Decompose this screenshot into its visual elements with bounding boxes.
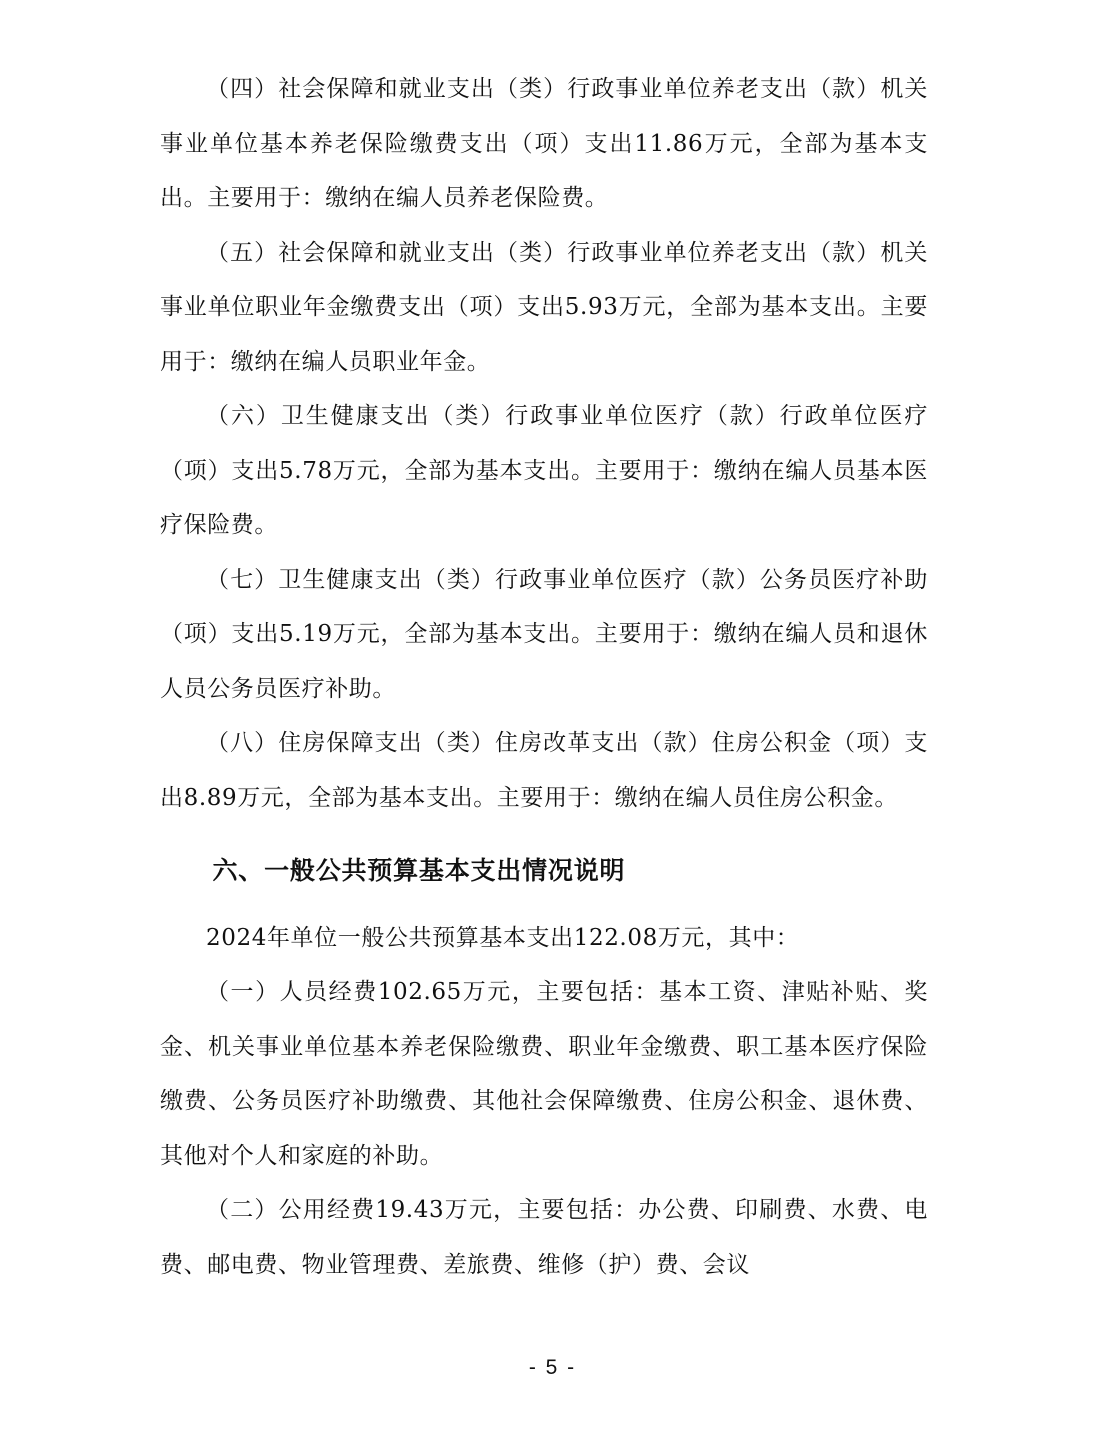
section-heading: 六、一般公共预算基本支出情况说明 (212, 856, 626, 885)
paragraph-occupational-annuity: （五）社会保障和就业支出（类）行政事业单位养老支出（款）机关事业单位职业年金缴费支出（项）支出5.93万元，全部为基本支出。主要用于：缴纳在编人员职业年金。 (160, 239, 928, 375)
paragraph-pension-insurance: （四）社会保障和就业支出（类）行政事业单位养老支出（款）机关事业单位基本养老保险缴费支出（项）支出11.86万元，全部为基本支出。主要用于：缴纳在编人员养老保险费。 (160, 76, 928, 211)
paragraph-medical-insurance: （六）卫生健康支出（类）行政事业单位医疗（款）行政单位医疗（项）支出5.78万元，全部为基本支出。主要用于：缴纳在编人员基本医疗保险费。 (160, 403, 928, 538)
paragraph-civil-servant-medical-subsidy: （七）卫生健康支出（类）行政事业单位医疗（款）公务员医疗补助（项）支出5.19万元，全部为基本支出。主要用于：缴纳在编人员和退休人员公务员医疗补助。 (160, 566, 928, 702)
page-number: - 5 - (528, 1356, 577, 1379)
paragraph-basic-expenditure-total: 2024年单位一般公共预算基本支出122.08万元，其中： (206, 924, 800, 951)
document-page (160, 62, 928, 1292)
paragraph-housing-fund: （八）住房保障支出（类）住房改革支出（款）住房公积金（项）支出8.89万元，全部为基本支出。主要用于：缴纳在编人员住房公积金。 (160, 730, 928, 811)
paragraph-personnel-expenses: （一）人员经费102.65万元，主要包括：基本工资、津贴补贴、奖金、机关事业单位基本养老保险缴费、职业年金缴费、职工基本医疗保险缴费、公务员医疗补助缴费、其他社会保障缴费、住房公积金、退休费、其他对个人和家庭的补助。 (160, 979, 928, 1169)
paragraph-public-expenses: （二）公用经费19.43万元，主要包括：办公费、印刷费、水费、电费、邮电费、物业管理费、差旅费、维修（护）费、会议 (160, 1197, 928, 1278)
